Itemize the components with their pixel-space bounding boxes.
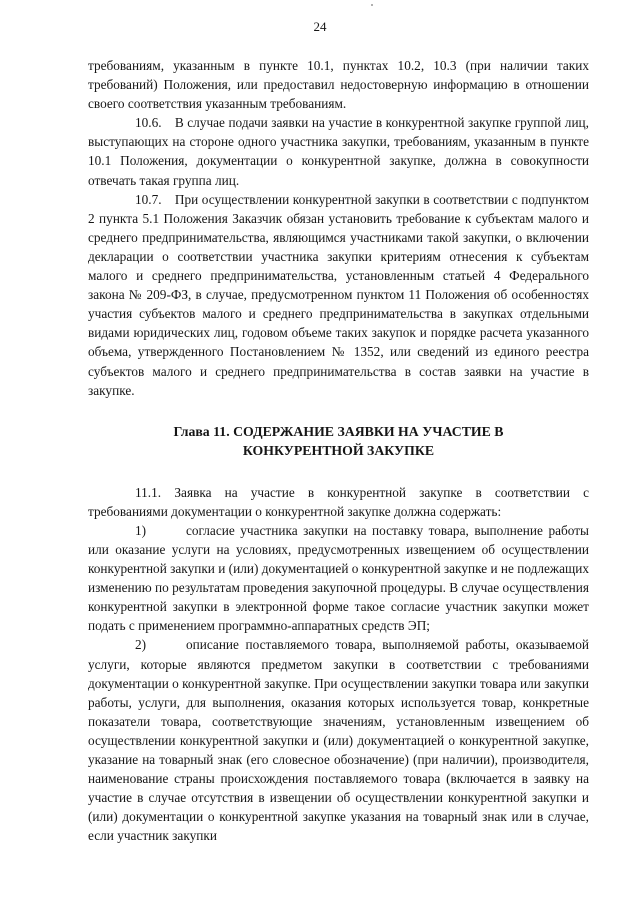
paragraph-continuation: требованиям, указанным в пункте 10.1, пунктах 10.2, 10.3 (при наличии таких требований) Положения, или предоставил недостоверную информацию в отношении своего соответствия указанным требованиям. — [88, 58, 589, 112]
page-number: 24 — [313, 19, 327, 34]
chapter-heading — [88, 422, 589, 460]
paragraph-10-7: 10.7. При осуществлении конкурентной закупки в соответствии с подпунктом 2 пункта 5.1 Положения Заказчик обязан установить требование к субъектам малого и среднего предпринимательства, являющимся участниками такой закупки, о включении декларации о соответствии участника закупки критериям отнесения к субъектам малого и среднего предпринимательства, установленным статьей 4 Федерального закона № 209-ФЗ, в случае, предусмотренном пунктом 11 Положения об особенностях участия субъектов малого и среднего предпринимательства в закупках отдельными видами юридических лиц, годовом объеме таких закупок и порядке расчета указанного объема, утвержденного Постановлением № 1352, или сведений из единого реестра субъектов малого и среднего предпринимательства в состав заявки на участие в закупке. — [88, 191, 589, 398]
scan-artifact — [371, 4, 373, 6]
chapter-heading-line-2: КОНКУРЕНТНОЙ ЗАКУПКЕ — [242, 442, 435, 458]
list-item-2: 2) описание поставляемого товара, выполняемой работы, оказываемой услуги, которые являются предметом закупки в соответствии с требованиями документации о конкурентной закупке. При осуществлении закупки товара или закупки работы, услуги, для выполнения, оказания которых используется товар, конкретные показатели товара, соответствующие значениям, установленным извещением об осуществлении конкурентной закупки и (или) документацией о конкурентной закупке, указание на товарный знак (его словесное обозначение) (при наличии), производителя, наименование страны происхождения поставляемого товара (включается в заявку на участие в случае отсутствия в извещении об осуществлении конкурентной закупки и (или) документации о конкурентной закупке указания на товарный знак или в случае, если участник закупки — [88, 637, 589, 844]
paragraph-10-6: 10.6. В случае подачи заявки на участие в конкурентной закупке группой лиц, выступающих на стороне одного участника закупки, требованиям, указанным в пункте 10.1 Положения, документации о конкурентной закупке, должна в совокупности отвечать такая группа лиц. — [88, 115, 589, 188]
chapter-heading-line-1: Глава 11. СОДЕРЖАНИЕ ЗАЯВКИ НА УЧАСТИЕ В — [173, 423, 504, 439]
list-item-1: 1) согласие участника закупки на поставку товара, выполнение работы или оказание услуги на условиях, предусмотренных извещением об осуществлении конкурентной закупки и (или) документацией о конкурентной закупке и не подлежащих изменению по результатам проведения закупочной процедуры. В случае осуществления конкурентной закупки в электронной форме такое согласие участник закупки может подать с применением программно-аппаратных средств ЭП; — [88, 522, 589, 634]
document-body — [88, 56, 589, 845]
paragraph-11-1: 11.1. Заявка на участие в конкурентной закупке в соответствии с требованиями документации о конкурентной закупке должна содержать: — [88, 484, 589, 519]
